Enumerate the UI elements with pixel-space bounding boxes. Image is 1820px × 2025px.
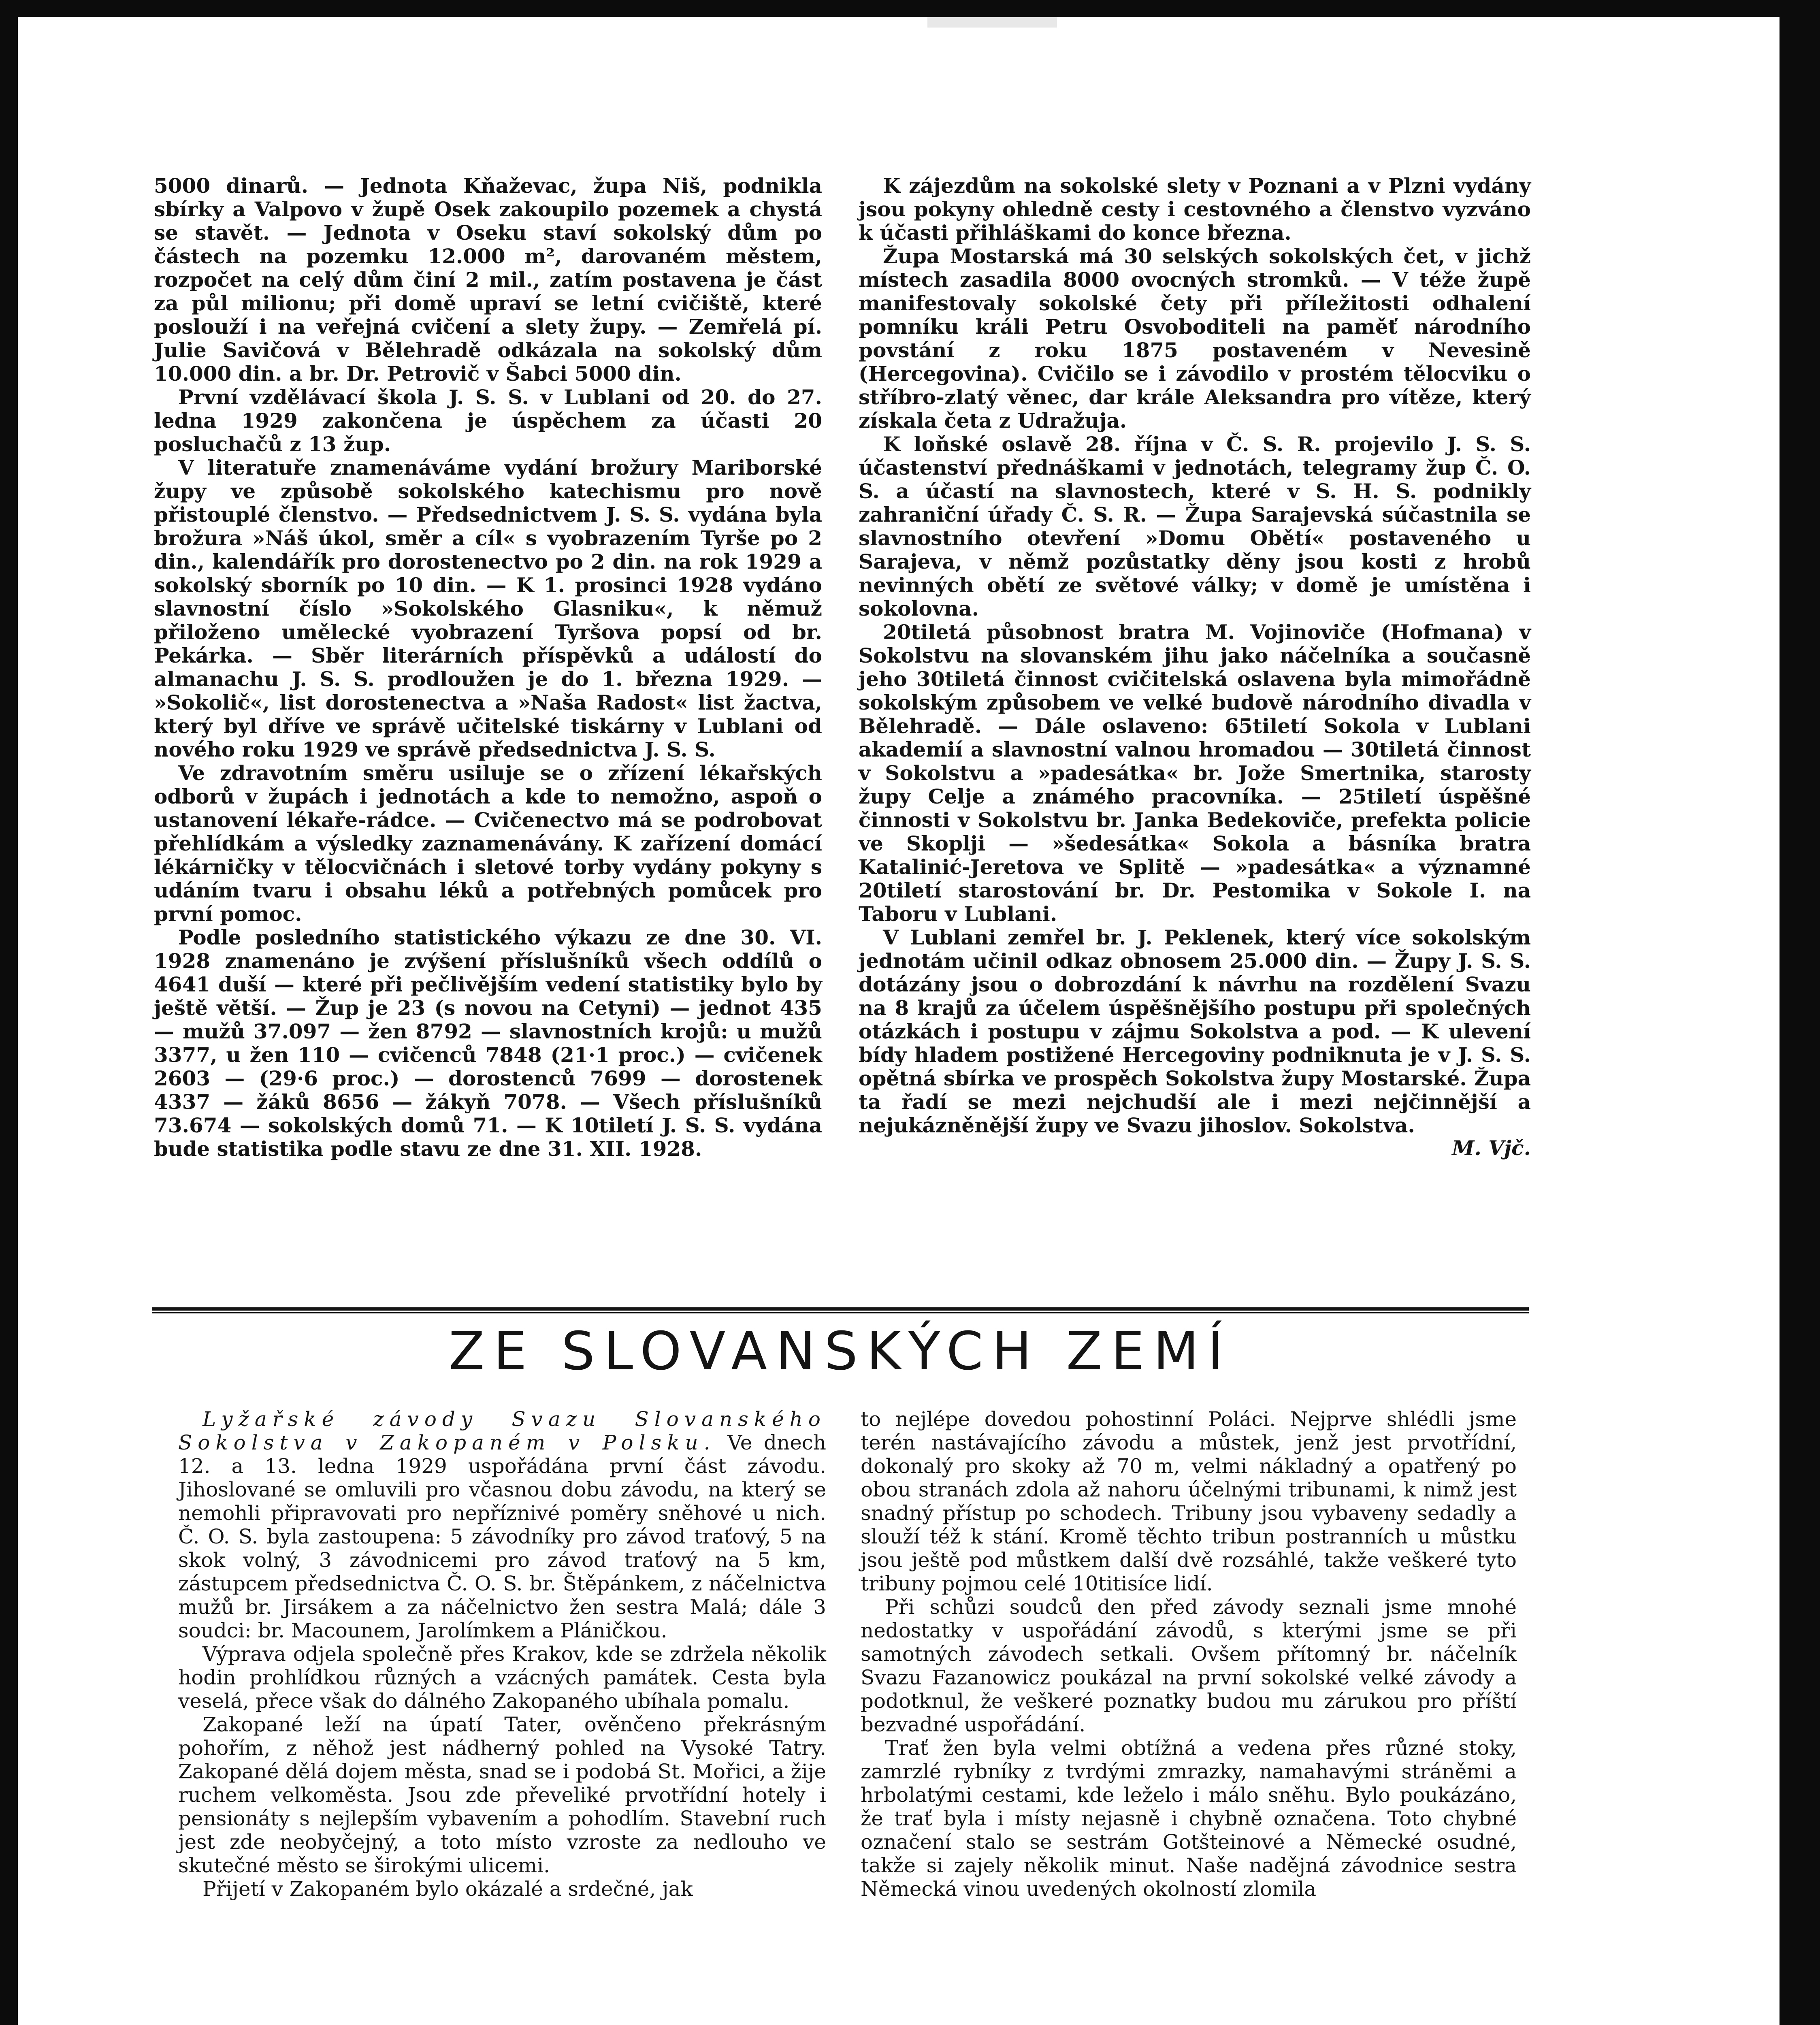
bottom-left-column xyxy=(178,1407,826,1901)
paragraph: 5000 dinarů. — Jednota Kňaževac, župa Niš, podnikla sbírky a Valpovo v župě Osek zakoupilo pozemek a chystá se stavět. — Jednota v Oseku staví sokolský dům po částech na pozemku 12.000 m², darovaném městem, rozpočet na celý dům činí 2 mil., zatím postavena je část za půl milionu; při domě upraví se letní cvičiště, které poslouží i na veřejná cvičení a slety župy. — Zemřelá pí. Julie Savičová v Bělehradě odkázala na sokolský dům 10.000 din. a br. Dr. Petrovič v Šabci 5000 din. xyxy=(154,174,822,386)
paragraph: Trať žen byla velmi obtížná a vedena přes různé stoky, zamrzlé rybníky z tvrdými zmrazky, namahavými stráněmi a hrbolatými cestami, kde leželo i málo sněhu. Bylo poukázáno, že trať byla i místy nejasně i chybně označena. Toto chybné označení stalo se sestrám Gotšteinové a Německé osudné, takže si zajely několik minut. Naše nadějná závodnice sestra Německá vinou uvedených okolností zlomila xyxy=(861,1736,1517,1901)
top-left-column xyxy=(154,174,822,1161)
paragraph: První vzdělávací škola J. S. S. v Lublani od 20. do 27. ledna 1929 zakončena je úspěchem za účasti 20 posluchačů z 13 žup. xyxy=(154,385,822,456)
paragraph: Ve zdravotním směru usiluje se o zřízení lékařských odborů v župách i jednotách a kde to nemožno, aspoň o ustanovení lékaře-rádce. — Cvičenectvo má se podrobovat přehlídkám a výsledky zaznamenávány. K zařízení domácí lékárničky v tělocvičnách i sletové torby vydány pokyny s udáním tvaru i obsahu léků a potřebných pomůcek pro první pomoc. xyxy=(154,761,822,926)
scan-border-top xyxy=(0,0,1820,17)
top-right-column xyxy=(859,174,1531,1160)
paragraph: Výprava odjela společně přes Krakov, kde se zdržela několik hodin prohlídkou různých a vzácných památek. Cesta byla veselá, přece však do dálného Zakopaného ubíhala pomalu. xyxy=(178,1642,826,1713)
paragraph: to nejlépe dovedou pohostinní Poláci. Nejprve shlédli jsme terén nastávajícího závodu a můstek, jenž jest prvotřídní, dokonalý pro skoky až 70 m, velmi nákladný a opatřený po obou stranách zdola až nahoru účelnými tribunami, k nimž jest snadný přístup po schodech. Tribuny jsou vybaveny sedadly a slouží též k stání. Kromě těchto tribun postranních u můstku jsou ještě pod můstkem další dvě rozsáhlé, takže veškeré tyto tribuny pojmou celé 10titisíce lidí. xyxy=(861,1407,1517,1595)
article-lead-title: Lyžařské závody Svazu Slovanského Sokolstva v Zakopaném v Polsku. xyxy=(178,1407,826,1454)
paragraph: Zakopané leží na úpatí Tater, ověnčeno překrásným pohořím, z něhož jest nádherný pohled na Vysoké Tatry. Zakopané dělá dojem města, snad se i podobá St. Mořici, a žije ruchem velkoměsta. Jsou zde převeliké prvotřídní hotely i pensionáty s nejlepším vybavením a pohodlím. Stavební ruch jest zde neobyčejný, a toto místo vzroste za nedlouho ve skutečné město se širokými ulicemi. xyxy=(178,1713,826,1877)
paragraph: Župa Mostarská má 30 selských sokolských čet, v jichž místech zasadila 8000 ovocných stromků. — V téže župě manifestovaly sokolské čety při příležitosti odhalení pomníku králi Petru Osvoboditeli na paměť národního povstání z roku 1875 postaveném v Nevesině (Hercegovina). Cvičilo se i závodilo v prostém tělocviku o stříbro-zlatý věnec, dar krále Aleksandra pro vítěze, který získala četa z Udražuja. xyxy=(859,244,1531,433)
lead-text: Ve dnech 12. a 13. ledna 1929 uspořádána první část závodu. Jihoslované se omluvili pro včasnou dobu závodu, na který se nemohli připravovati pro nepříznivé poměry sněhové u nich. Č. O. S. byla zastoupena: 5 závodníky pro závod traťový, 5 na skok volný, 3 závodnicemi pro závod traťový na 5 km, zástupcem předsednictva Č. O. S. br. Štěpánkem, z náčelnictva mužů br. Jirsákem a za náčelnictvo žen sestra Malá; dále 3 soudci: br. Macounem, Jarolímkem a Pláničkou. xyxy=(178,1431,826,1642)
section-rule-thick xyxy=(152,1307,1529,1311)
scan-border-right xyxy=(1780,0,1820,2025)
paragraph: Při schůzi soudců den před závody seznali jsme mnohé nedostatky v uspořádání závodů, s kterými jsme se při samotných závodech setkali. Ovšem přítomný br. náčelník Svazu Fazanowicz poukázal na první sokolské velké závody a podotknul, že veškeré poznatky budou mu zárukou pro příští bezvadné uspořádání. xyxy=(861,1595,1517,1736)
paragraph: K loňské oslavě 28. října v Č. S. R. projevilo J. S. S. účastenství přednáškami v jednotách, telegramy žup Č. O. S. a účastí na slavnostech, které v S. H. S. podnikly zahraniční úřady Č. S. R. — Župa Sarajevská súčastnila se slavnostního otevření »Domu Obětí« postaveného u Sarajeva, v němž pozůstatky děny jsou kosti z hrobů nevinných obětí ze světové války; v domě je umístěna i sokolovna. xyxy=(859,432,1531,620)
paragraph: Přijetí v Zakopaném bylo okázalé a srdečné, jak xyxy=(202,1877,693,1901)
page-tab-mark xyxy=(927,17,1057,28)
author-signature: M. Vjč. xyxy=(1452,1136,1531,1160)
scan-border-left xyxy=(0,0,18,2025)
paragraph: V Lublani zemřel br. J. Peklenek, který více sokolským jednotám učinil odkaz obnosem 25.000 din. — Župy J. S. S. dotázány jsou o dobrozdání k návrhu na rozdělení Svazu na 8 krajů za účelem úspěšnějšího postupu při společných otázkách i postupu v zájmu Sokolstva a pod. — K ulevení bídy hladem postižené Hercegoviny podniknuta je v J. S. S. opětná sbírka ve prospěch Sokolstva župy Mostarské. Župa ta řadí se mezi nejchudší ale i mezi nejčinnější a nejukázněnější župy ve Svazu jihoslov. Sokolstva. xyxy=(859,925,1531,1137)
section-rule-thin xyxy=(152,1312,1529,1313)
paragraph: K zájezdům na sokolské slety v Poznani a v Plzni vydány jsou pokyny ohledně cesty i cestovného a členstvo vyzváno k účasti přihláškami do konce března. xyxy=(859,174,1531,245)
paragraph: Podle posledního statistického výkazu ze dne 30. VI. 1928 znamenáno je zvýšení příslušníků všech oddílů o 4641 duší — které při pečlivějším vedení statistiky bylo by ještě větší. — Žup je 23 (s novou na Cetyni) — jednot 435 — mužů 37.097 — žen 8792 — slavnostních krojů: u mužů 3377, u žen 110 — cvičenců 7848 (21·1 proc.) — cvičenek 2603 — (29·6 proc.) — dorostenců 7699 — dorostenek 4337 — žáků 8656 — žákyň 7078. — Všech příslušníků 73.674 — sokolských domů 71. — K 10tiletí J. S. S. vydána bude statistika podle stavu ze dne 31. XII. 1928. xyxy=(154,925,822,1161)
bottom-right-column xyxy=(861,1407,1517,1901)
lead-paragraph xyxy=(178,1407,826,1642)
section-title: ZE SLOVANSKÝCH ZEMÍ xyxy=(448,1320,1232,1382)
paragraph: V literatuře znamenáváme vydání brožury Mariborské župy ve způsobě sokolského katechismu pro nově přistouplé členstvo. — Předsednictvem J. S. S. vydána byla brožura »Náš úkol, směr a cíl« s vyobrazením Tyrše po 2 din., kalendářík pro dorostenectvo po 2 din. na rok 1929 a sokolský sborník po 10 din. — K 1. prosinci 1928 vydáno slavnostní číslo »Sokolského Glasniku«, k němuž přiloženo umělecké vyobrazení Tyršova popsí od br. Pekárka. — Sběr literárních příspěvků a událostí do almanachu J. S. S. prodloužen je do 1. března 1929. — »Sokolič«, list dorostenectva a »Naša Radost« list žactva, který byl dříve ve správě učitelské tiskárny v Lublani od nového roku 1929 ve správě předsednictva J. S. S. xyxy=(154,456,822,761)
paragraph: 20tiletá působnost bratra M. Vojinoviče (Hofmana) v Sokolstvu na slovanském jihu jako náčelníka a současně jeho 30tiletá činnost cvičitelská oslavena byla mimořádně sokolským způsobem ve velké budově národního divadla v Bělehradě. — Dále oslaveno: 65tiletí Sokola v Lublani akademií a slavnostní valnou hromadou — 30tiletá činnost v Sokolstvu a »padesátka« br. Jože Smertnika, starosty župy Celje a známého pracovníka. — 25tiletí úspěšné činnosti v Sokolstvu br. Janka Bedekoviče, prefekta policie ve Skoplji — »šedesátka« Sokola a básníka bratra Katalinić-Jeretova ve Splitě — »padesátka« a významné 20tiletí starostování br. Dr. Pestomika v Sokole I. na Taboru v Lublani. xyxy=(859,620,1531,926)
